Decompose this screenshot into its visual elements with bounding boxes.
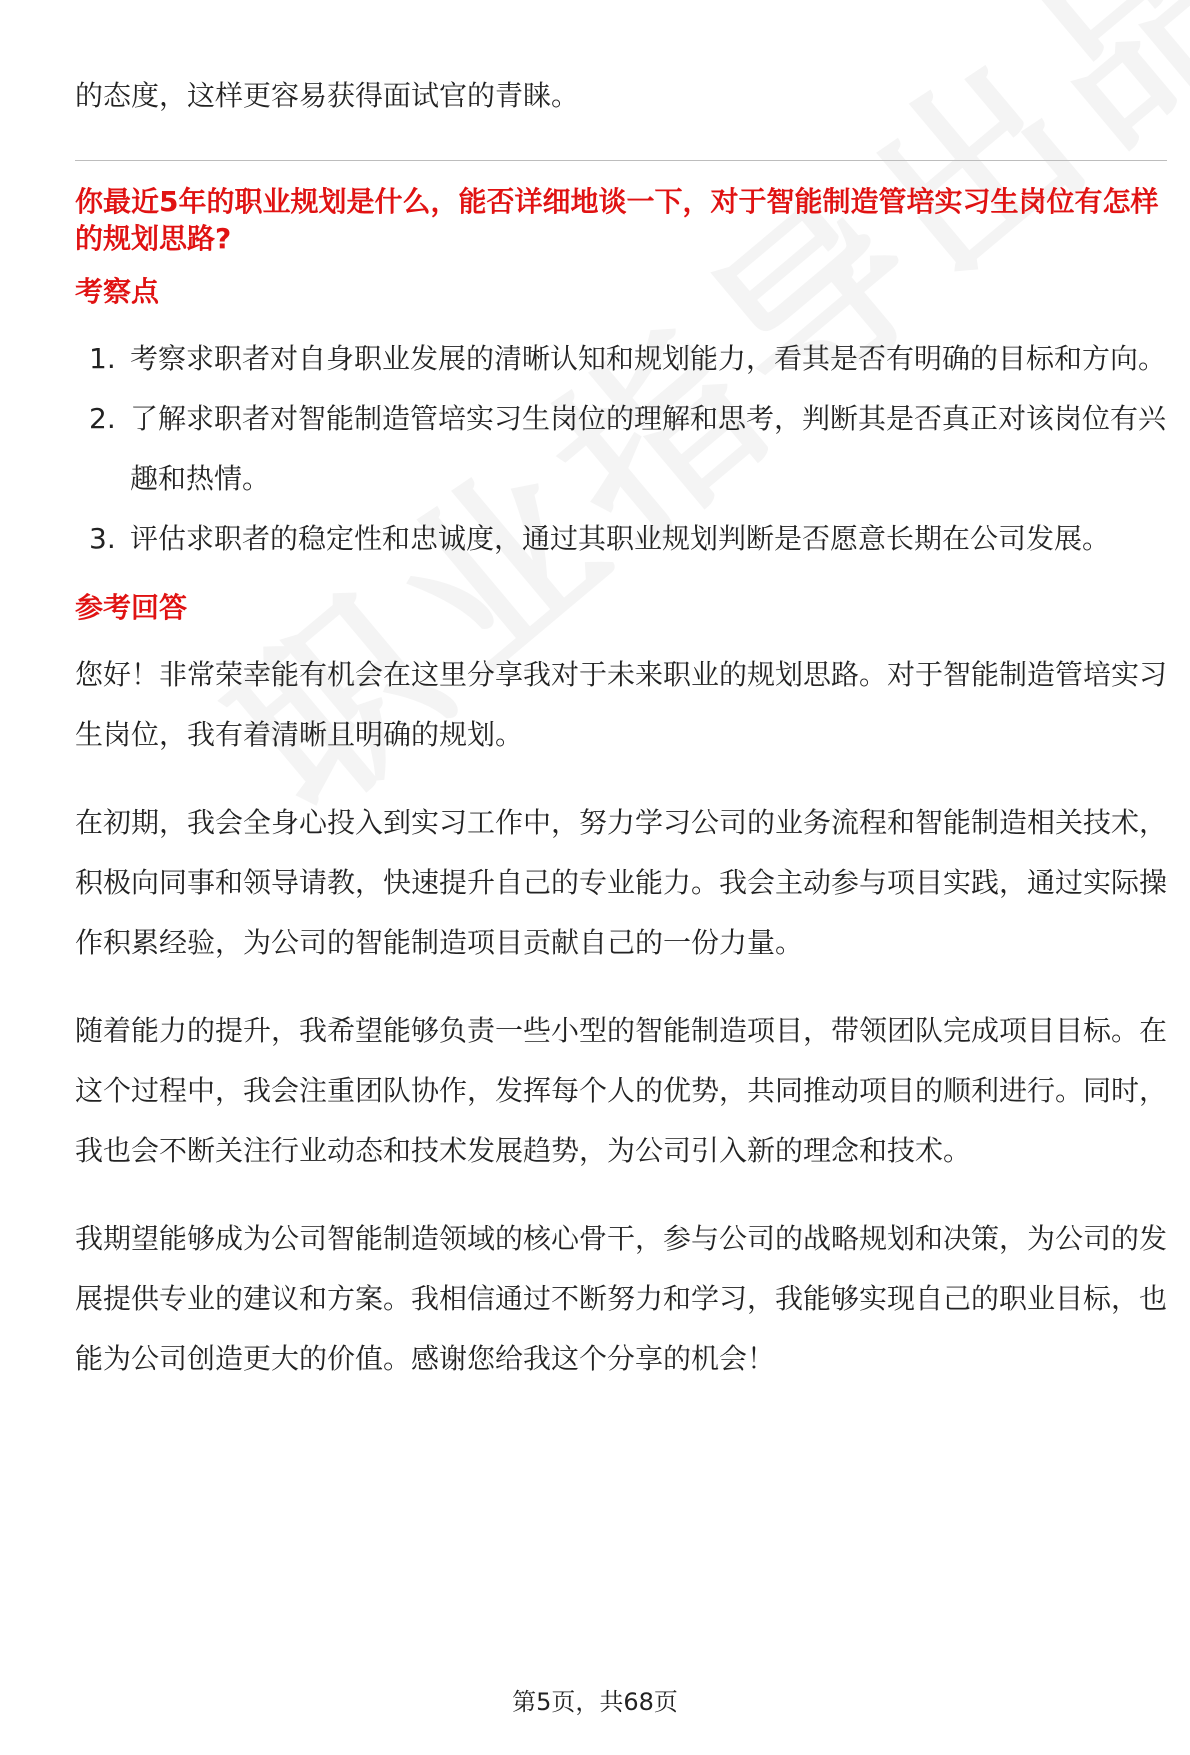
assessment-item bbox=[75, 389, 1167, 509]
answer-paragraph: 随着能力的提升，我希望能够负责一些小型的智能制造项目，带领团队完成项目目标。在这个过程中，我会注重团队协作，发挥每个人的优势，共同推动项目的顺利进行。同时，我也会不断关注行业动态和技术发展趋势，为公司引入新的理念和技术。 bbox=[75, 1014, 1168, 1167]
question-heading: 你最近5年的职业规划是什么，能否详细地谈一下，对于智能制造管培实习生岗位有怎样的规划思路? bbox=[75, 185, 1159, 255]
assessment-item bbox=[75, 509, 1167, 569]
page-number: 第5页，共68页 bbox=[512, 1688, 678, 1716]
assessment-title: 考察点 bbox=[75, 275, 160, 308]
assessment-item-number: 3. bbox=[89, 522, 116, 555]
assessment-list bbox=[75, 329, 1167, 569]
page-content bbox=[75, 66, 1167, 1417]
answer-paragraph: 在初期，我会全身心投入到实习工作中，努力学习公司的业务流程和智能制造相关技术，积极向同事和领导请教，快速提升自己的专业能力。我会主动参与项目实践，通过实际操作积累经验，为公司的智能制造项目贡献自己的一份力量。 bbox=[75, 806, 1168, 959]
section-divider bbox=[75, 160, 1167, 161]
assessment-item-text: 了解求职者对智能制造管培实习生岗位的理解和思考，判断其是否真正对该岗位有兴趣和热情。 bbox=[130, 402, 1167, 495]
intro-continuation-text: 的态度，这样更容易获得面试官的青睐。 bbox=[75, 79, 580, 112]
assessment-item-text: 考察求职者对自身职业发展的清晰认知和规划能力，看其是否有明确的目标和方向。 bbox=[130, 342, 1167, 375]
answer-title: 参考回答 bbox=[75, 591, 188, 624]
assessment-item bbox=[75, 329, 1167, 389]
answer-paragraph: 您好！非常荣幸能有机会在这里分享我对于未来职业的规划思路。对于智能制造管培实习生岗位，我有着清晰且明确的规划。 bbox=[75, 658, 1168, 751]
assessment-item-number: 1. bbox=[89, 342, 116, 375]
answer-paragraph: 我期望能够成为公司智能制造领域的核心骨干，参与公司的战略规划和决策，为公司的发展提供专业的建议和方案。我相信通过不断努力和学习，我能够实现自己的职业目标，也能为公司创造更大的价值。感谢您给我这个分享的机会！ bbox=[75, 1222, 1168, 1375]
assessment-item-text: 评估求职者的稳定性和忠诚度，通过其职业规划判断是否愿意长期在公司发展。 bbox=[130, 522, 1111, 555]
assessment-item-number: 2. bbox=[89, 402, 116, 435]
